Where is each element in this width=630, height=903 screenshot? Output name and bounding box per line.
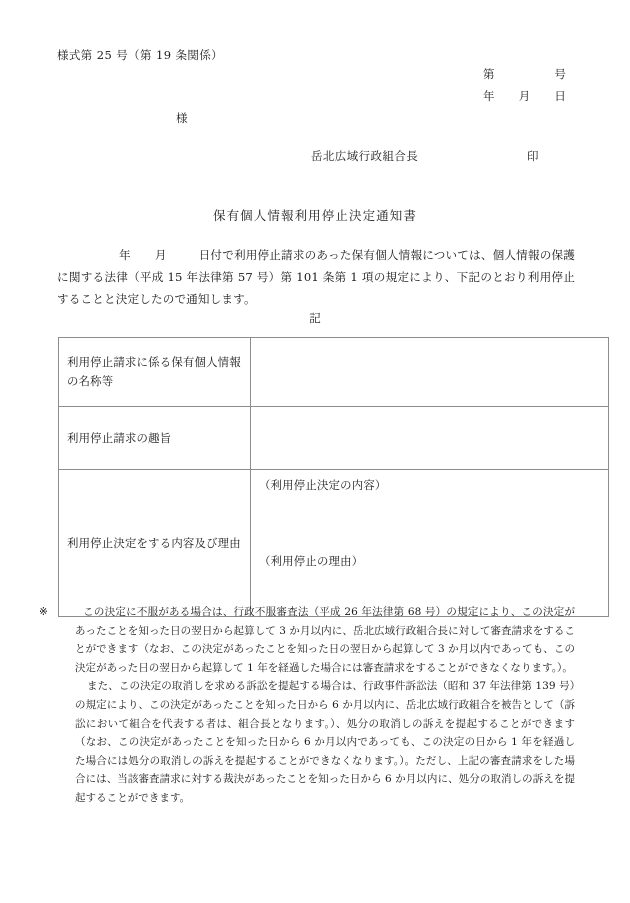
row-label-information-name: 利用停止請求に係る保有個人情報の名称等: [59, 338, 251, 407]
body-date-year: 年: [119, 248, 131, 262]
form-number: 様式第 25 号（第 19 条関係）: [57, 48, 224, 62]
row-value-request-purpose[interactable]: [251, 407, 609, 470]
row-value-decision-content-reason[interactable]: [251, 470, 609, 617]
issuer-name: 岳北広域行政組合長: [311, 149, 419, 163]
row-label-decision-content-reason: 利用停止決定をする内容及び理由: [59, 470, 251, 617]
document-date-field: 年 月 日: [483, 89, 567, 103]
seal-icon: 印: [527, 149, 539, 163]
footnote-paragraph-1-text: この決定に不服がある場合は、行政不服審査法（平成 26 年法律第 68 号）の規定により、この決定があったことを知った日の翌日から起算して 3 か月以内に、岳北広域行政組合長に対して審査請求をすることができます（なお、この決定があったことを知った日の翌日から起算して 3 か月以内であっても、この決定があった日の翌日から起算して 1 年を経過した場合には審査請求をすることができなくなります。）。: [75, 606, 575, 674]
addressee-honorific: 様: [176, 111, 188, 125]
body-date-day-text: 日付で利用停止請求のあった保有個人情報については、個人情報の保護: [198, 248, 575, 262]
footnote-paragraph-2: また、この決定の取消しを求める訴訟を提起する場合は、行政事件訴訟法（昭和 37 年法律第 139 号）の規定により、この決定があったことを知った日から 6 か月以内に、岳北広域行政組合を被告として（訴訟において組合を代表する者は、組合長となります。）、処分の取消しの訴えを提起することができます（なお、この決定があったことを知った日から 6 か月以内であっても、この決定の日から 1 年を経過した場合には処分の取消しの訴えを提起することができなくなります。）。ただし、上記の審査請求をした場合には、当該審査請求に対する裁決があったことを知った日から 6 か月以内に、処分の取消しの訴えを提起することができます。: [75, 680, 575, 804]
body-paragraph: [57, 244, 575, 310]
decision-reason-placeholder: （利用停止の理由）: [259, 554, 364, 568]
body-date-month: 月: [154, 248, 167, 262]
document-number-field: 第 号: [483, 67, 567, 81]
row-label-request-purpose: 利用停止請求の趣旨: [59, 407, 251, 470]
row-value-information-name[interactable]: [251, 338, 609, 407]
footnote-mark: ※: [39, 606, 48, 618]
table-row: [59, 407, 609, 470]
table-row: [59, 470, 609, 617]
kiroku-mark: 記: [309, 311, 321, 325]
table-row: [59, 338, 609, 407]
footnote-block: [39, 603, 575, 808]
body-continuation: に関する法律（平成 15 年法律第 57 号）第 101 条第 1 項の規定により、下記のとおり利用停止することと決定したので通知します。: [57, 270, 575, 306]
decision-table: [58, 337, 609, 617]
decision-content-placeholder: （利用停止決定の内容）: [259, 478, 387, 492]
page-title: 保有個人情報利用停止決定通知書: [212, 208, 417, 223]
footnote-paragraph-1: [39, 603, 575, 677]
